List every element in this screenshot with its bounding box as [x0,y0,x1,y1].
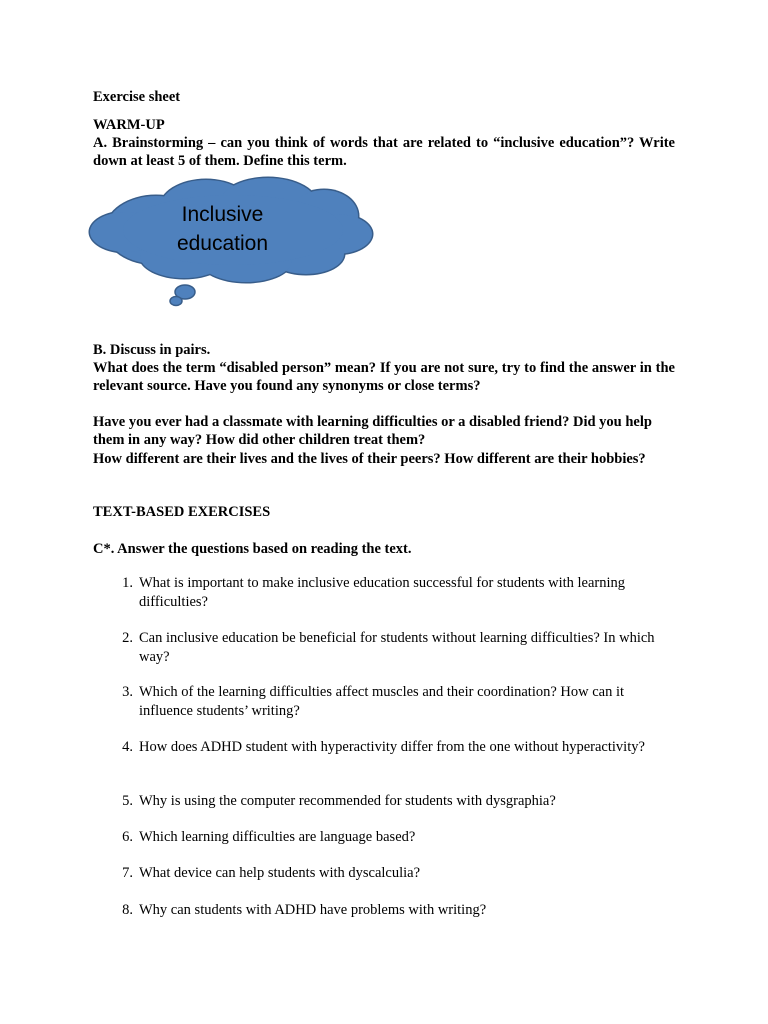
question-number: 7. [122,865,133,881]
question-text: Which of the learning difficulties affect muscles and their coordination? How can it influence students’ writing? [139,684,625,719]
question-number: 4. [122,739,133,755]
question-text: How does ADHD student with hyperactivity differ from the one without hyperactivity? [139,739,645,755]
sheet-heading: Exercise sheet [93,89,181,105]
question-text: Why can students with ADHD have problems with writing? [139,902,487,918]
warmup-title: WARM-UP [93,117,165,133]
c-title: C*. Answer the questions based on reading the text. [93,541,412,557]
warmup-a-text: A. Brainstorming – can you think of words that are related to “inclusive education”? Write down at least 5 of them. Define this term. [93,135,675,169]
question-number: 3. [122,684,133,700]
question-number: 5. [122,793,133,809]
question-number: 1. [122,575,133,591]
question-text: Can inclusive education be beneficial for students without learning difficulties? In which way? [139,630,655,665]
text-based-title: TEXT-BASED EXERCISES [93,504,271,520]
cloud-label-line2: education [176,232,269,255]
discuss-para1: What does the term “disabled person” mean? If you are not sure, try to find the answer in the relevant source. Have you found any synonyms or close terms? [93,360,675,394]
question-number: 6. [122,829,133,845]
cloud-label [140,200,305,258]
question-text: What is important to make inclusive education successful for students with learning difficulties? [139,575,626,610]
discuss-para2a: Have you ever had a classmate with learning difficulties or a disabled friend? Did you help them in any way? How did other children treat them? [93,414,652,448]
discuss-title: B. Discuss in pairs. [93,342,211,358]
discuss-para2b: How different are their lives and the lives of their peers? How different are their hobbies? [93,451,646,467]
question-text: Why is using the computer recommended for students with dysgraphia? [139,793,556,809]
question-text: What device can help students with dyscalculia? [139,865,421,881]
cloud-label-line1: Inclusive [181,203,264,226]
cloud-bubble-small [170,297,182,306]
question-number: 2. [122,630,133,646]
question-number: 8. [122,902,133,918]
question-text: Which learning difficulties are language based? [139,829,416,845]
